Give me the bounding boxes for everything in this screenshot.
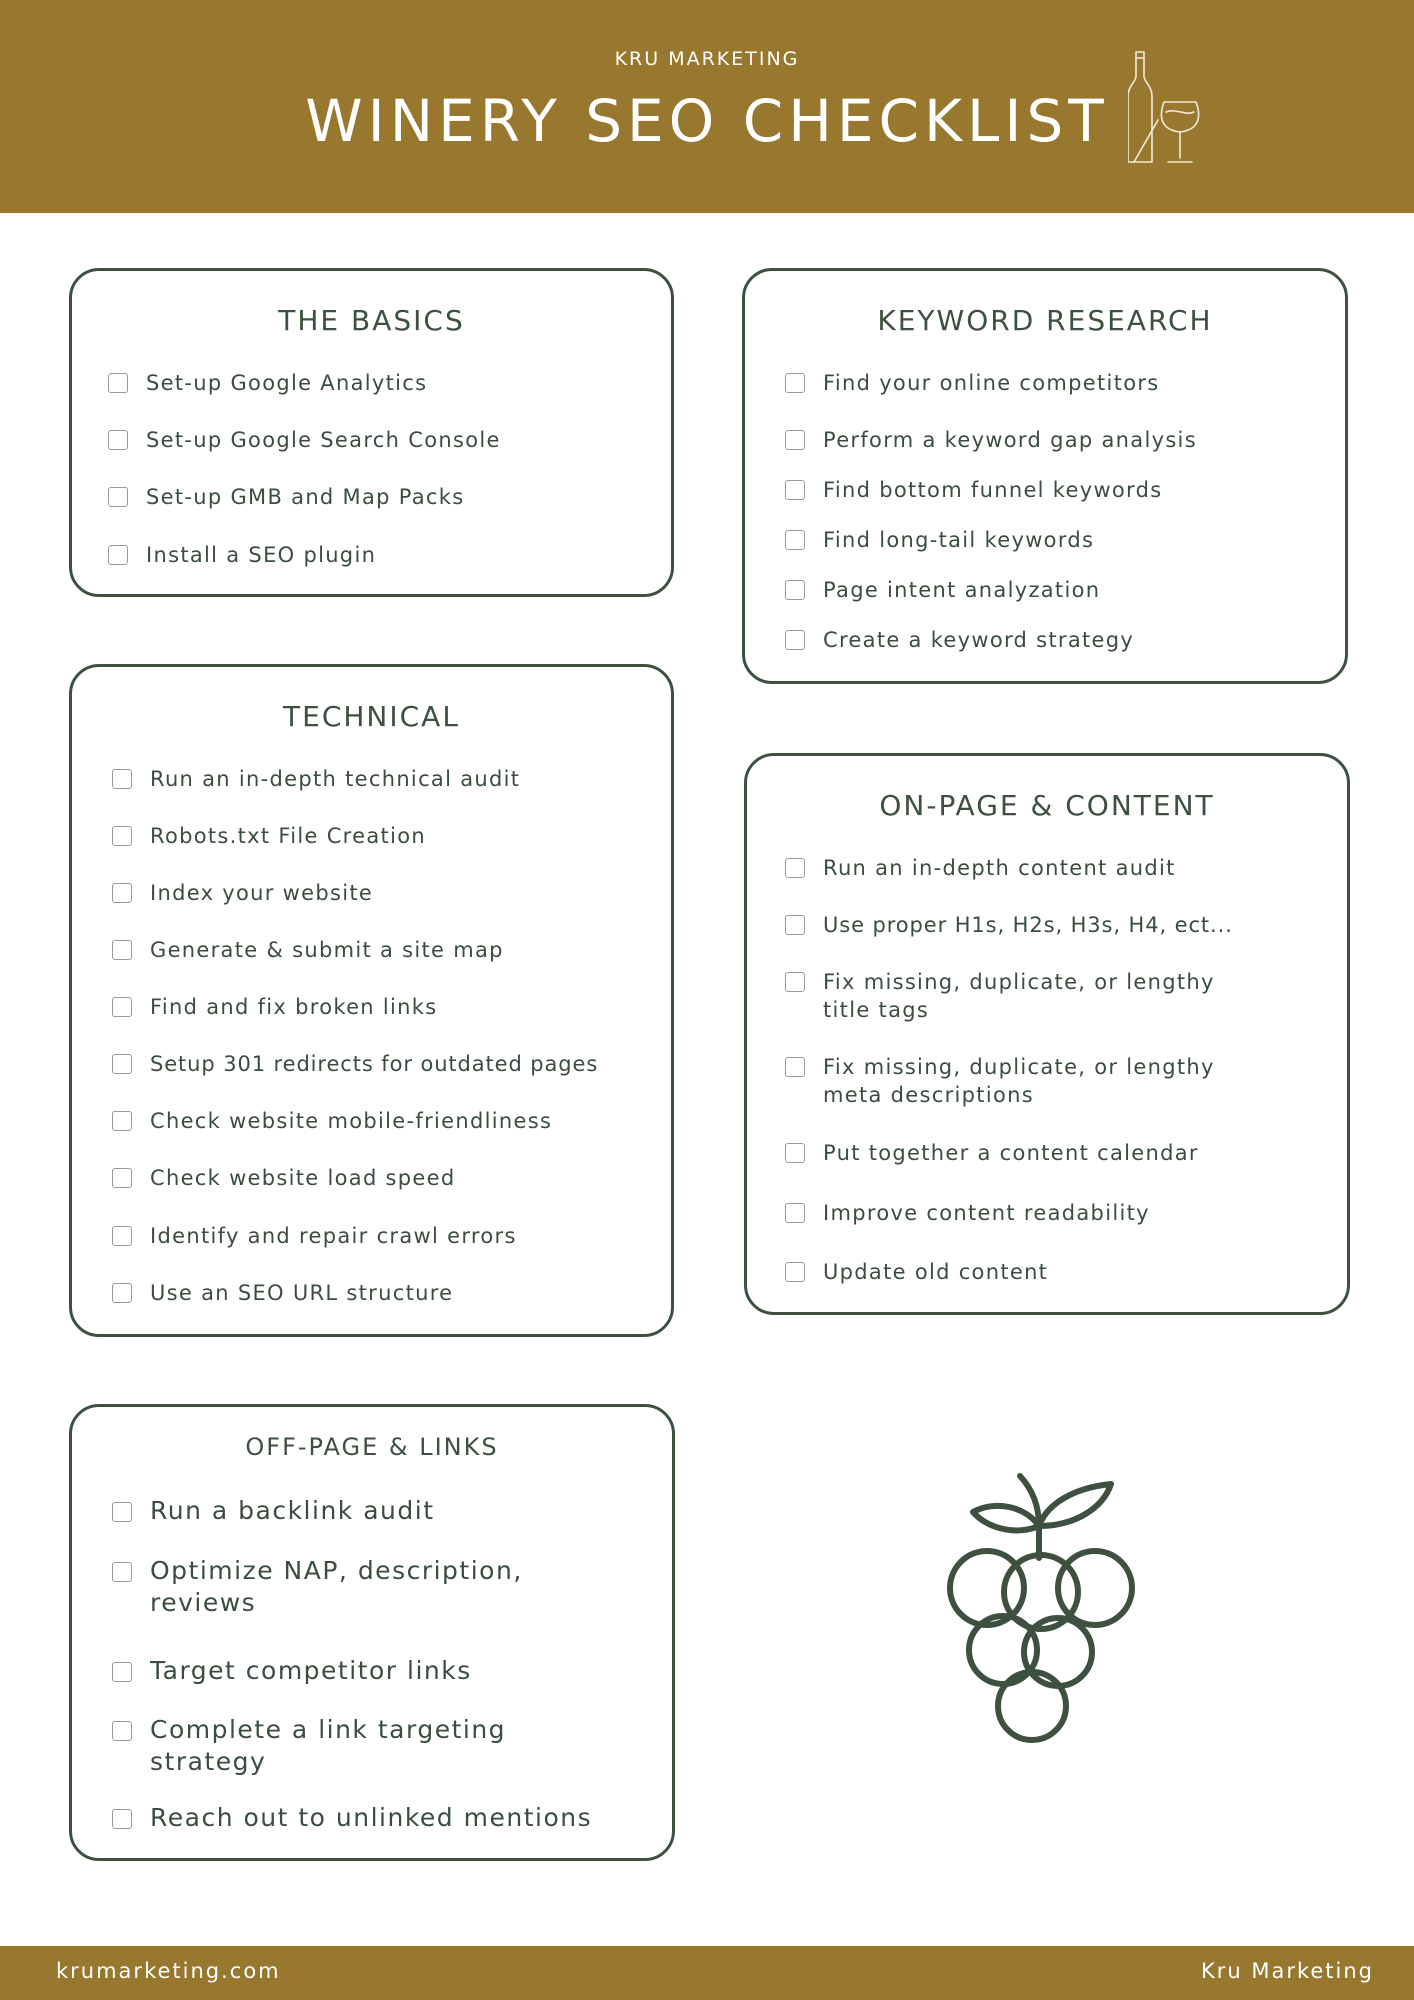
footer-bar: [0, 1946, 1414, 2000]
basics-title: THE BASICS: [278, 304, 465, 337]
checklist-label: Find your online competitors: [823, 371, 1160, 395]
checkbox[interactable]: [785, 1262, 805, 1282]
checklist-label: Set-up Google Analytics: [146, 371, 428, 395]
checklist-label: Find and fix broken links: [150, 995, 438, 1019]
checkbox[interactable]: [108, 545, 128, 565]
checkbox[interactable]: [112, 1226, 132, 1246]
checklist-item[interactable]: [785, 626, 1134, 654]
checklist-item[interactable]: [112, 1164, 456, 1192]
checklist-item[interactable]: [112, 1802, 592, 1834]
checklist-item[interactable]: [785, 1139, 1199, 1167]
onpage-card: [744, 753, 1350, 1315]
checkbox[interactable]: [112, 997, 132, 1017]
checkbox[interactable]: [785, 1057, 805, 1077]
checklist-label: Use an SEO URL structure: [150, 1281, 454, 1305]
checklist-label: Perform a keyword gap analysis: [823, 428, 1197, 452]
checkbox[interactable]: [112, 769, 132, 789]
checkbox[interactable]: [785, 373, 805, 393]
checklist-item[interactable]: [112, 1050, 598, 1078]
checklist-item[interactable]: [785, 426, 1197, 454]
footer-website-link[interactable]: krumarketing.com: [56, 1959, 281, 1983]
checklist-item[interactable]: [112, 936, 504, 964]
checkbox[interactable]: [785, 580, 805, 600]
checklist-label: Identify and repair crawl errors: [150, 1224, 517, 1248]
checklist-item[interactable]: [108, 541, 376, 569]
technical-card: [69, 664, 674, 1337]
checklist-item[interactable]: [112, 1107, 552, 1135]
onpage-title: ON-PAGE & CONTENT: [879, 789, 1215, 822]
checklist-item[interactable]: [108, 426, 501, 454]
page-title: WINERY SEO CHECKLIST: [305, 87, 1109, 155]
checklist-item[interactable]: [785, 854, 1176, 882]
checkbox[interactable]: [785, 1143, 805, 1163]
header-banner: [0, 0, 1414, 213]
checklist-label: Find bottom funnel keywords: [823, 478, 1163, 502]
checklist-item[interactable]: [112, 1714, 506, 1778]
checklist-label: Robots.txt File Creation: [150, 824, 426, 848]
checkbox[interactable]: [785, 915, 805, 935]
footer-company: Kru Marketing: [1200, 1959, 1374, 1983]
grapes-icon: [935, 1470, 1145, 1745]
checkbox[interactable]: [785, 430, 805, 450]
checklist-item[interactable]: [785, 1199, 1150, 1227]
checkbox[interactable]: [112, 826, 132, 846]
checklist-label: Page intent analyzation: [823, 578, 1101, 602]
checklist-item[interactable]: [112, 1279, 453, 1307]
checkbox[interactable]: [112, 1283, 132, 1303]
checkbox[interactable]: [112, 1562, 132, 1582]
checklist-item[interactable]: [108, 483, 464, 511]
checkbox[interactable]: [112, 883, 132, 903]
checkbox[interactable]: [112, 1662, 132, 1682]
checklist-item[interactable]: [785, 369, 1160, 397]
checklist-item[interactable]: [785, 1258, 1048, 1286]
checklist-label: Index your website: [150, 881, 374, 905]
checklist-item[interactable]: [785, 476, 1163, 504]
checklist-label: Generate & submit a site map: [150, 938, 504, 962]
checklist-label: Improve content readability: [823, 1201, 1150, 1225]
offpage-card: [69, 1404, 675, 1861]
checklist-label: Set-up GMB and Map Packs: [146, 485, 465, 509]
checklist-item[interactable]: [108, 369, 427, 397]
checklist-label: Check website load speed: [150, 1166, 456, 1190]
checklist-item[interactable]: [785, 1053, 1215, 1109]
checklist-label: Complete a link targeting strategy: [150, 1715, 507, 1776]
checkbox[interactable]: [112, 1502, 132, 1522]
checklist-item[interactable]: [785, 526, 1094, 554]
checklist-label: Fix missing, duplicate, or lengthy title tags: [823, 970, 1215, 1022]
keyword-title: KEYWORD RESEARCH: [877, 304, 1213, 337]
checklist-label: Set-up Google Search Console: [146, 428, 501, 452]
keyword-card: [742, 268, 1348, 684]
checkbox[interactable]: [785, 972, 805, 992]
checklist-item[interactable]: [112, 1222, 517, 1250]
checklist-label: Run an in-depth technical audit: [150, 767, 521, 791]
checkbox[interactable]: [108, 430, 128, 450]
checklist-label: Update old content: [823, 1260, 1049, 1284]
checklist-label: Run an in-depth content audit: [823, 856, 1176, 880]
checklist-label: Run a backlink audit: [150, 1496, 435, 1525]
checklist-item[interactable]: [112, 1495, 435, 1527]
checkbox[interactable]: [112, 1809, 132, 1829]
checklist-label: Reach out to unlinked mentions: [150, 1803, 593, 1832]
checkbox[interactable]: [785, 530, 805, 550]
checkbox[interactable]: [785, 480, 805, 500]
checkbox[interactable]: [785, 858, 805, 878]
checkbox[interactable]: [785, 1203, 805, 1223]
checklist-label: Find long-tail keywords: [823, 528, 1095, 552]
checkbox[interactable]: [112, 1054, 132, 1074]
checklist-label: Setup 301 redirects for outdated pages: [150, 1052, 599, 1076]
checklist-item[interactable]: [112, 1555, 523, 1619]
brand-name: KRU MARKETING: [614, 48, 800, 70]
technical-title: TECHNICAL: [283, 700, 460, 733]
checklist-item[interactable]: [112, 822, 426, 850]
checklist-label: Optimize NAP, description, reviews: [150, 1556, 523, 1617]
checkbox[interactable]: [112, 1111, 132, 1131]
checkbox[interactable]: [112, 1721, 132, 1741]
checklist-label: Fix missing, duplicate, or lengthy meta descriptions: [823, 1055, 1215, 1107]
checklist-item[interactable]: [785, 911, 1233, 939]
checklist-item[interactable]: [112, 1655, 472, 1687]
checkbox[interactable]: [108, 487, 128, 507]
checklist-item[interactable]: [112, 993, 437, 1021]
wine-bottle-glass-icon: [1128, 50, 1200, 168]
checklist-label: Use proper H1s, H2s, H3s, H4, ect...: [823, 913, 1233, 937]
checklist-item[interactable]: [785, 576, 1100, 604]
checklist-label: Create a keyword strategy: [823, 628, 1135, 652]
checklist-item[interactable]: [112, 879, 373, 907]
checkbox[interactable]: [108, 373, 128, 393]
checklist-label: Install a SEO plugin: [146, 543, 377, 567]
checklist-item[interactable]: [112, 765, 520, 793]
offpage-title: OFF-PAGE & LINKS: [245, 1433, 499, 1461]
checkbox[interactable]: [112, 1168, 132, 1188]
checklist-label: Check website mobile-friendliness: [150, 1109, 553, 1133]
basics-card: [69, 268, 674, 597]
checkbox[interactable]: [785, 630, 805, 650]
checkbox[interactable]: [112, 940, 132, 960]
checklist-label: Put together a content calendar: [823, 1141, 1199, 1165]
checklist-item[interactable]: [785, 968, 1215, 1024]
checklist-label: Target competitor links: [150, 1656, 472, 1685]
